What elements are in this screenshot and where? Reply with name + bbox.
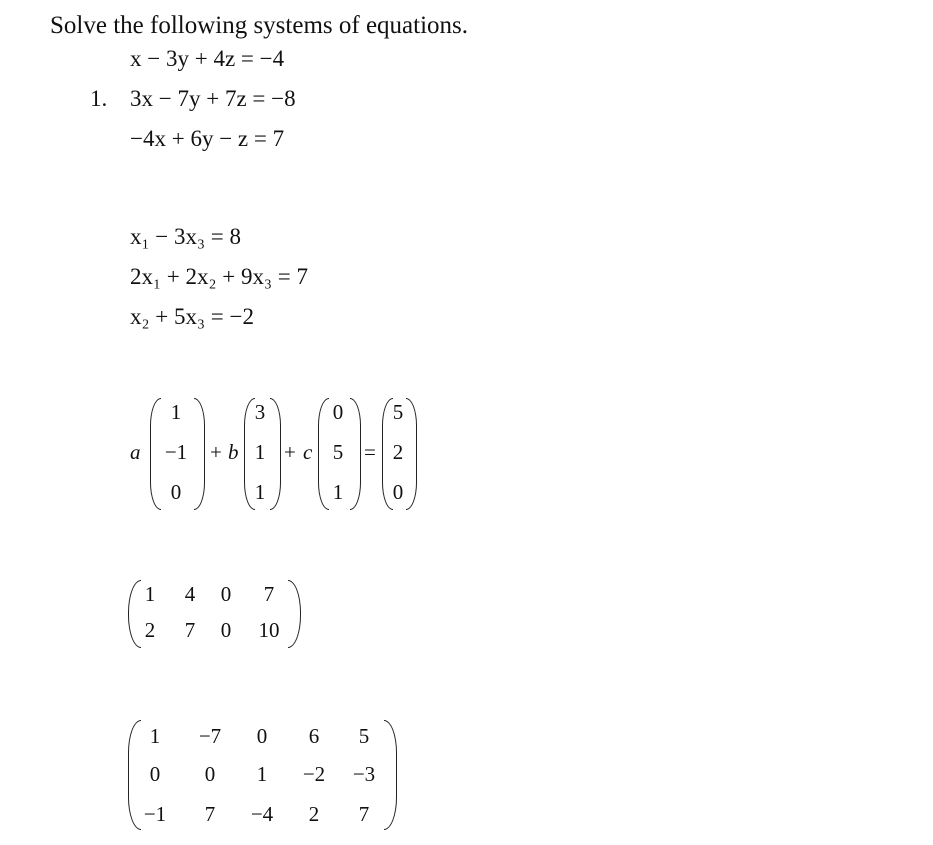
equals-sign: = [364,440,376,464]
matrix2-cell: 0 [204,762,216,786]
vector3-entry-1: 0 [332,400,344,424]
vector3-right-paren [350,398,361,510]
problem-number: 1. [90,86,108,111]
result-entry-1: 5 [392,400,404,424]
result-entry-3: 0 [392,480,404,504]
plus-sign-2: + [284,440,296,464]
matrix2-cell: 1 [149,724,161,748]
matrix2-cell: −4 [250,802,274,826]
matrix1-right-paren [288,580,301,648]
matrix2-cell: −1 [143,802,167,826]
vector2-entry-3: 1 [254,480,266,504]
plus-sign-1: + [210,440,222,464]
matrix2-cell: 5 [358,724,370,748]
matrix1-cell: 0 [220,582,232,606]
vector3-entry-3: 1 [332,480,344,504]
matrix2-cell: 7 [204,802,216,826]
matrix1-cell: 7 [263,582,275,606]
system1-equation-1: x − 3y + 4z = −4 [130,46,285,71]
system2-equation-3: x₂ + 5x₃ = −2 [130,304,254,329]
matrix2-cell: 7 [358,802,370,826]
matrix1-cell: 1 [144,582,156,606]
matrix2-cell: −3 [352,762,376,786]
system1-equation-3: −4x + 6y − z = 7 [130,126,285,151]
matrix2-cell: −7 [198,724,222,748]
matrix2-cell: 0 [149,762,161,786]
vector2-entry-1: 3 [254,400,266,424]
result-entry-2: 2 [392,440,404,464]
vector1-entry-2: −1 [164,440,188,464]
matrix1-cell: 10 [258,618,280,642]
vector1-entry-1: 1 [170,400,182,424]
matrix1-cell: 4 [184,582,196,606]
coefficient-b: b [228,440,239,464]
matrix1-cell: 2 [144,618,156,642]
system1-equation-2: 3x − 7y + 7z = −8 [130,86,296,111]
vector2-right-paren [270,398,281,510]
vector2-entry-2: 1 [254,440,266,464]
vector1-entry-3: 0 [170,480,182,504]
coefficient-c: c [303,440,313,464]
vector1-right-paren [194,398,205,510]
matrix2-cell: 6 [308,724,320,748]
page-title: Solve the following systems of equations. [50,12,469,39]
matrix2-cell: 2 [308,802,320,826]
coefficient-a: a [130,440,141,464]
matrix1-cell: 0 [220,618,232,642]
system2-equation-2: 2x₁ + 2x₂ + 9x₃ = 7 [130,264,308,289]
matrix1-cell: 7 [184,618,196,642]
matrix2-cell: 1 [256,762,268,786]
system2-equation-1: x₁ − 3x₃ = 8 [130,224,241,249]
vector3-entry-2: 5 [332,440,344,464]
matrix2-cell: −2 [302,762,326,786]
matrix2-right-paren [384,720,397,830]
matrix2-cell: 0 [256,724,268,748]
result-right-paren [406,398,417,510]
